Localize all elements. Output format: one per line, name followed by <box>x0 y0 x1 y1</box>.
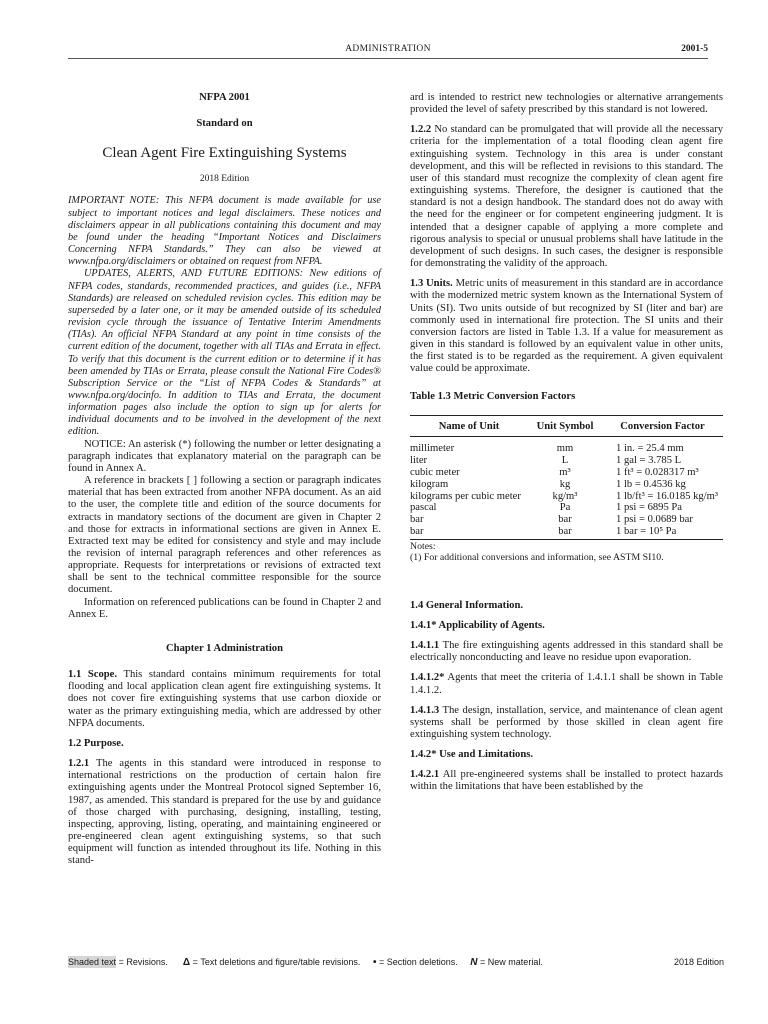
table-header-symbol: Unit Symbol <box>528 415 602 437</box>
header-rule <box>68 58 708 59</box>
section-1-2-1 <box>68 758 381 867</box>
table-cell-symbol: L <box>561 455 569 467</box>
new-material-label: = New material. <box>480 957 543 967</box>
table-cell-name: kilograms per cubic meter <box>410 490 521 502</box>
footer-legend <box>68 957 724 968</box>
section-1-4-heading: 1.4 General Information. <box>410 599 523 611</box>
table-header-row <box>410 415 723 437</box>
table-row <box>410 502 723 514</box>
new-material-icon: N <box>470 957 478 968</box>
revisions-label: = Revisions. <box>118 957 168 967</box>
section-1-3-text: Metric units of measurement in this standard are in accordance with the modernized metric system known as the International System of Units (SI). Two units outside of but recognized by SI (liter and bar) are commonly used in international fire protection. The SI units and their conversion factors are listed in Table 1.3. If a value for measurement as given in this standard is followed by an equivalent value in other units, the first stated is to be regarded as the requirement. A given equivalent value could be approximate. <box>410 278 723 375</box>
table-notes-label: Notes: <box>410 540 436 552</box>
table-cell-factor: 1 in. = 25.4 mm <box>616 443 684 455</box>
shaded-text-sample: Shaded text <box>68 957 117 967</box>
section-1-4-1-3-text: The design, installation, service, and maintenance of clean agent systems shall be performed by those skilled in clean agent fire extinguishing system technology. <box>410 704 723 741</box>
table-row <box>410 491 723 503</box>
section-1-2-heading: 1.2 Purpose. <box>68 737 124 749</box>
section-1-4-1-2 <box>410 672 723 696</box>
table-header-name: Name of Unit <box>410 415 528 437</box>
table-cell-factor: 1 lb/ft³ = 16.0185 kg/m³ <box>616 490 719 502</box>
table-cell-name: pascal <box>410 502 437 514</box>
section-1-1-number: 1.1 Scope. <box>68 669 118 681</box>
footer-edition: 2018 Edition <box>673 957 724 967</box>
section-1-4-1-3 <box>410 705 723 741</box>
table-cell-symbol: mm <box>556 443 574 455</box>
table-cell-symbol: bar <box>558 514 572 526</box>
table-cell-name: cubic meter <box>410 466 460 478</box>
table-cell-symbol: kg/m³ <box>552 490 578 502</box>
table-cell-symbol: Pa <box>559 502 571 514</box>
header-page-number: 2001-5 <box>681 44 708 54</box>
section-1-4-1-1-number: 1.4.1.1 <box>410 640 440 652</box>
header-section-title: ADMINISTRATION <box>345 44 431 54</box>
left-column <box>68 92 381 867</box>
table-row <box>410 526 723 539</box>
continued-paragraph: ard is intended to restrict new technologies or alternative arrangements provided the level of safety prescribed by this standard is not lowered. <box>410 92 723 116</box>
edition-label: 2018 Edition <box>199 174 250 185</box>
table-row <box>410 467 723 479</box>
chapter-heading: Chapter 1 Administration <box>166 642 283 654</box>
delta-icon: Δ <box>182 957 191 968</box>
section-1-4-1-heading: 1.4.1* Applicability of Agents. <box>410 619 545 631</box>
bracket-reference-notice: A reference in brackets [ ] following a section or paragraph indicates material that has been extracted from another NFPA document. As an aid to the user, the complete title and edition of the source documents for extracts in mandatory sections of the document are given in Chapter 2 and those for extracts in informational sections are given in Annex E. Extracted text may be edited for consistency and style and may include the revision of internal paragraph references and other references as appropriate. Requests for interpretations or revisions of extracted text shall be sent to the technical committee responsible for the source document. <box>68 475 381 596</box>
section-1-2-2-text: No standard can be promulgated that will provide all the necessary criteria for the implementation of a total flooding clean agent fire extinguishing system. Technology in this area is under constant development, and this will be reflected in revisions to this standard. The user of this standard must recognize the complexity of clean agent fire extinguishing systems. Therefore, the designer is cautioned that the standard is not a design handbook. The standard does not do away with the need for the engineer or for competent engineering judgment. It is intended that a designer capable of applying a more complete and rigorous analysis to special or unusual problems shall have latitude in the development of such designs. In such cases, the designer is responsible for demonstrating the validity of the approach. <box>410 124 723 270</box>
table-cell-factor: 1 gal = 3.785 L <box>616 455 682 467</box>
section-1-1 <box>68 669 381 730</box>
standard-subtitle: Standard on <box>196 118 253 130</box>
running-header <box>68 44 708 58</box>
section-1-4-2-heading: 1.4.2* Use and Limitations. <box>410 749 534 761</box>
table-cell-symbol: bar <box>528 526 602 539</box>
table-row <box>410 455 723 467</box>
table-cell-name: bar <box>410 526 528 539</box>
section-1-4-1-2-text: Agents that meet the criteria of 1.4.1.1 shall be shown in Table 1.4.1.2. <box>410 672 723 696</box>
important-note: IMPORTANT NOTE: This NFPA document is made available for use subject to important notices and legal disclaimers. These notices and disclaimers appear in all publications containing this document and may be found under the heading “Important Notices and Disclaimers Concerning NFPA Standards.” They can also be viewed at www.nfpa.org/disclaimers or obtained on request from NFPA. <box>68 195 381 268</box>
bullet-label: = Section deletions. <box>378 957 458 967</box>
right-column <box>410 92 723 794</box>
table-row <box>410 514 723 526</box>
section-1-2-1-text: The agents in this standard were introduced in response to international restrictions on the production of certain halon fire extinguishing agents under the Montreal Protocol signed September 16, 1987, as amended. This standard is prepared for the use by and guidance of those charged with purchasing, designing, installing, testing, inspecting, approving, listing, operating, and maintaining engineered or pre-engineered clean agent extinguishing systems, so that such equipment will function as intended throughout its life. Nothing in this stand- <box>68 758 381 867</box>
section-1-4-2-1-text: All pre-engineered systems shall be installed to protect hazards within the limitations that have been established by the <box>410 769 723 793</box>
table-row <box>410 437 723 455</box>
table-cell-symbol: kg <box>559 478 571 490</box>
section-1-3-number: 1.3 Units. <box>410 278 453 290</box>
asterisk-notice: NOTICE: An asterisk (*) following the number or letter designating a paragraph indicates that explanatory material on the paragraph can be found in Annex A. <box>68 438 381 474</box>
table-cell-name: millimeter <box>410 443 455 455</box>
section-1-4-2-1 <box>410 769 723 793</box>
table-cell-factor: 1 ft³ = 0.028317 m³ <box>616 466 699 478</box>
table-cell-factor: 1 psi = 0.0689 bar <box>616 514 693 526</box>
updates-note: UPDATES, ALERTS, AND FUTURE EDITIONS: New editions of NFPA codes, standards, recommended practices, and guides (i.e., NFPA Standards) are released on scheduled revision cycles. This edition may be superseded by a later one, or it may be amended outside of its scheduled revision cycle through the issuance of Tentative Interim Amendments (TIAs). An official NFPA Standard at any point in time consists of the current edition of the document, together with all TIAs and Errata in effect. To verify that this document is the current edition or to determine if it has been amended by TIAs or Errata, please consult the National Fire Codes® Subscription Service or the “List of NFPA Codes & Standards” at www.nfpa.org/docinfo. In addition to TIAs and Errata, the document information pages also include the option to sign up for alerts for individual documents and to be involved in the development of the next edition. <box>68 268 381 438</box>
bullet-icon: • <box>372 957 377 968</box>
table-cell-symbol: m³ <box>559 466 571 478</box>
table-cell-factor: 1 bar = 10⁵ Pa <box>602 526 723 539</box>
table-row <box>410 479 723 491</box>
table-cell-name: liter <box>410 455 428 467</box>
table-cell-name: bar <box>410 514 424 526</box>
section-1-2-1-number: 1.2.1 <box>68 758 90 770</box>
section-1-3 <box>410 278 723 375</box>
section-1-4-1-1-text: The fire extinguishing agents addressed in this standard shall be electrically nonconducting and leave no residue upon evaporation. <box>410 640 723 664</box>
standard-code: NFPA 2001 <box>199 92 250 103</box>
referenced-publications-note: Information on referenced publications can be found in Chapter 2 and Annex E. <box>68 596 381 620</box>
section-1-4-1-2-number: 1.4.1.2* <box>410 672 445 684</box>
conversion-table <box>410 415 723 540</box>
section-1-1-text: This standard contains minimum requirements for total flooding and local application clean agent fire extinguishing systems. It does not cover fire extinguishing systems that use carbon dioxide or water as the primary extinguishing media, which are addressed by other NFPA documents. <box>68 669 381 729</box>
table-cell-factor: 1 psi = 6895 Pa <box>616 502 683 514</box>
document-title: Clean Agent Fire Extinguishing Systems <box>102 145 347 162</box>
table-cell-name: kilogram <box>410 478 449 490</box>
table-cell-factor: 1 lb = 0.4536 kg <box>616 478 686 490</box>
delta-label: = Text deletions and figure/table revisions. <box>192 957 361 967</box>
section-1-4-2-1-number: 1.4.2.1 <box>410 769 440 781</box>
section-1-4-1-3-number: 1.4.1.3 <box>410 704 440 716</box>
section-1-4-1-1 <box>410 640 723 664</box>
table-note-1: (1) For additional conversions and information, see ASTM SI10. <box>410 552 664 564</box>
section-1-2-2 <box>410 124 723 270</box>
table-header-factor: Conversion Factor <box>602 415 723 437</box>
table-title: Table 1.3 Metric Conversion Factors <box>410 391 576 403</box>
section-1-2-2-number: 1.2.2 <box>410 124 432 136</box>
